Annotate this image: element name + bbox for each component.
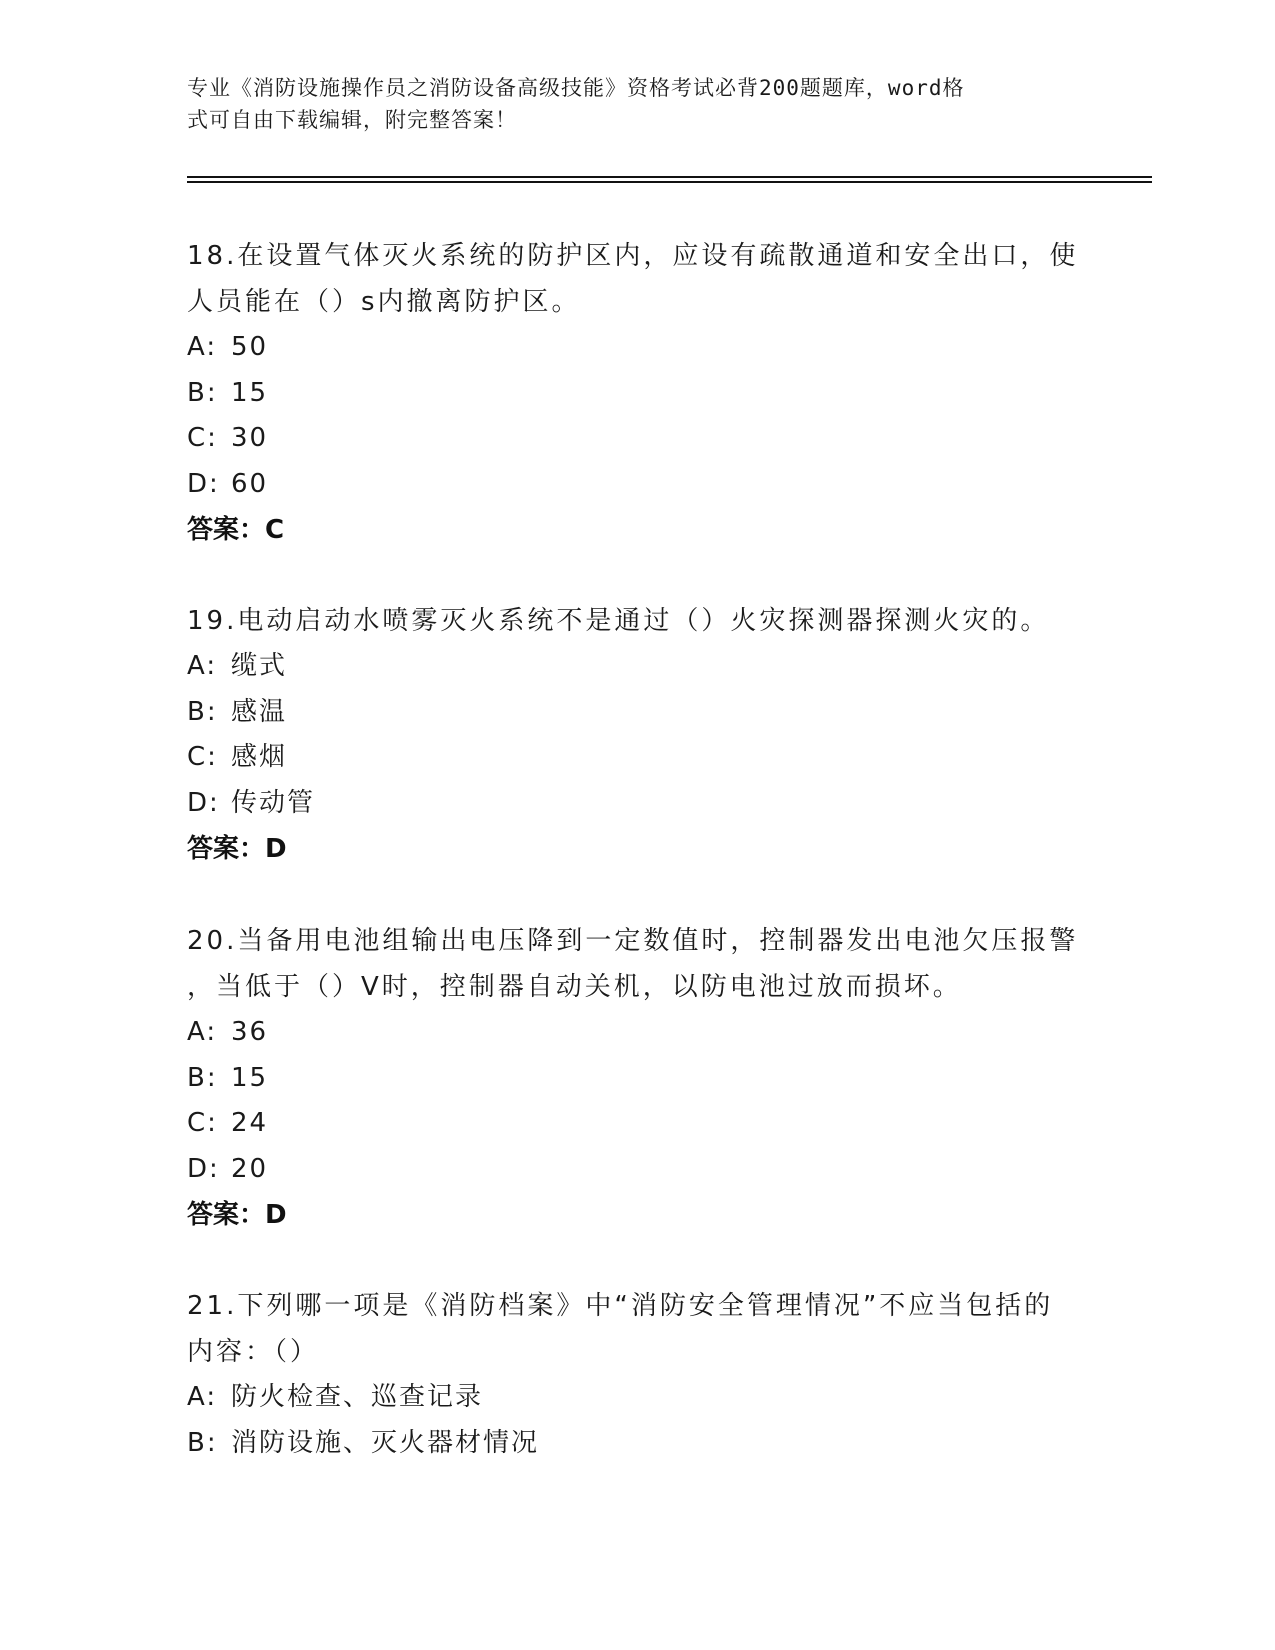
answer-line: 答案：C <box>187 515 285 545</box>
answer-line: 答案：D <box>187 1200 287 1230</box>
option-b <box>187 1056 1087 1102</box>
option-letter: A: <box>187 1382 218 1412</box>
header-rule-top <box>187 176 1152 178</box>
option-text: 消防设施、灭火器材情况 <box>231 1427 540 1458</box>
question-18 <box>187 233 1087 553</box>
question-19 <box>187 598 1087 872</box>
option-text: 缆式 <box>231 651 288 681</box>
option-b <box>187 690 1087 736</box>
option-a <box>187 1375 1087 1421</box>
option-letter: A: <box>187 1017 218 1047</box>
option-letter: A: <box>187 651 218 681</box>
option-d <box>187 462 1087 508</box>
header-line-2: 式可自由下载编辑，附完整答案！ <box>187 108 517 132</box>
option-letter: C: <box>187 423 218 453</box>
question-20 <box>187 918 1087 1238</box>
option-text: 防火检查、巡查记录 <box>231 1382 484 1412</box>
option-letter: D: <box>187 468 220 499</box>
option-text: 15 <box>231 1062 269 1093</box>
question-stem-line: 19.电动启动水喷雾灭火系统不是通过（）火灾探测器探测火灾的。 <box>187 606 1050 636</box>
question-stem-line: 21.下列哪一项是《消防档案》中“消防安全管理情况”不应当包括的 <box>187 1291 1054 1321</box>
option-letter: A: <box>187 332 218 362</box>
option-text: 感烟 <box>231 742 288 772</box>
question-21 <box>187 1283 1087 1466</box>
option-text: 36 <box>231 1017 269 1047</box>
option-text: 20 <box>231 1153 269 1184</box>
header-line-1: 专业《消防设施操作员之消防设备高级技能》资格考试必背200题题库，word格 <box>187 76 965 100</box>
option-d <box>187 781 1087 827</box>
option-letter: B: <box>187 1062 218 1093</box>
option-letter: C: <box>187 742 218 772</box>
option-text: 24 <box>231 1108 269 1138</box>
option-a <box>187 325 1087 371</box>
question-stem-line: ，当低于（）V时，控制器自动关机，以防电池过放而损坏。 <box>187 972 962 1002</box>
option-text: 50 <box>231 332 269 362</box>
option-letter: B: <box>187 1427 218 1458</box>
option-text: 60 <box>231 468 269 499</box>
option-b <box>187 1421 1087 1467</box>
option-c <box>187 416 1087 462</box>
question-stem-line: 人员能在（）s内撤离防护区。 <box>187 287 581 317</box>
option-d <box>187 1147 1087 1193</box>
question-stem-line: 内容：（） <box>187 1337 320 1367</box>
question-stem-line: 20.当备用电池组输出电压降到一定数值时，控制器发出电池欠压报警 <box>187 926 1079 956</box>
option-text: 30 <box>231 423 269 453</box>
option-text: 传动管 <box>231 787 316 818</box>
option-letter: D: <box>187 787 220 818</box>
option-c <box>187 735 1087 781</box>
option-text: 15 <box>231 377 269 408</box>
question-stem-line: 18.在设置气体灭火系统的防护区内，应设有疏散通道和安全出口，使 <box>187 241 1079 271</box>
option-letter: D: <box>187 1153 220 1184</box>
answer-line: 答案：D <box>187 834 287 864</box>
option-letter: B: <box>187 377 218 408</box>
option-a <box>187 644 1087 690</box>
option-text: 感温 <box>231 696 288 727</box>
option-a <box>187 1010 1087 1056</box>
option-letter: B: <box>187 696 218 727</box>
option-b <box>187 371 1087 417</box>
option-c <box>187 1101 1087 1147</box>
document-header <box>187 72 1067 136</box>
option-letter: C: <box>187 1108 218 1138</box>
header-rule-bottom <box>187 181 1152 183</box>
